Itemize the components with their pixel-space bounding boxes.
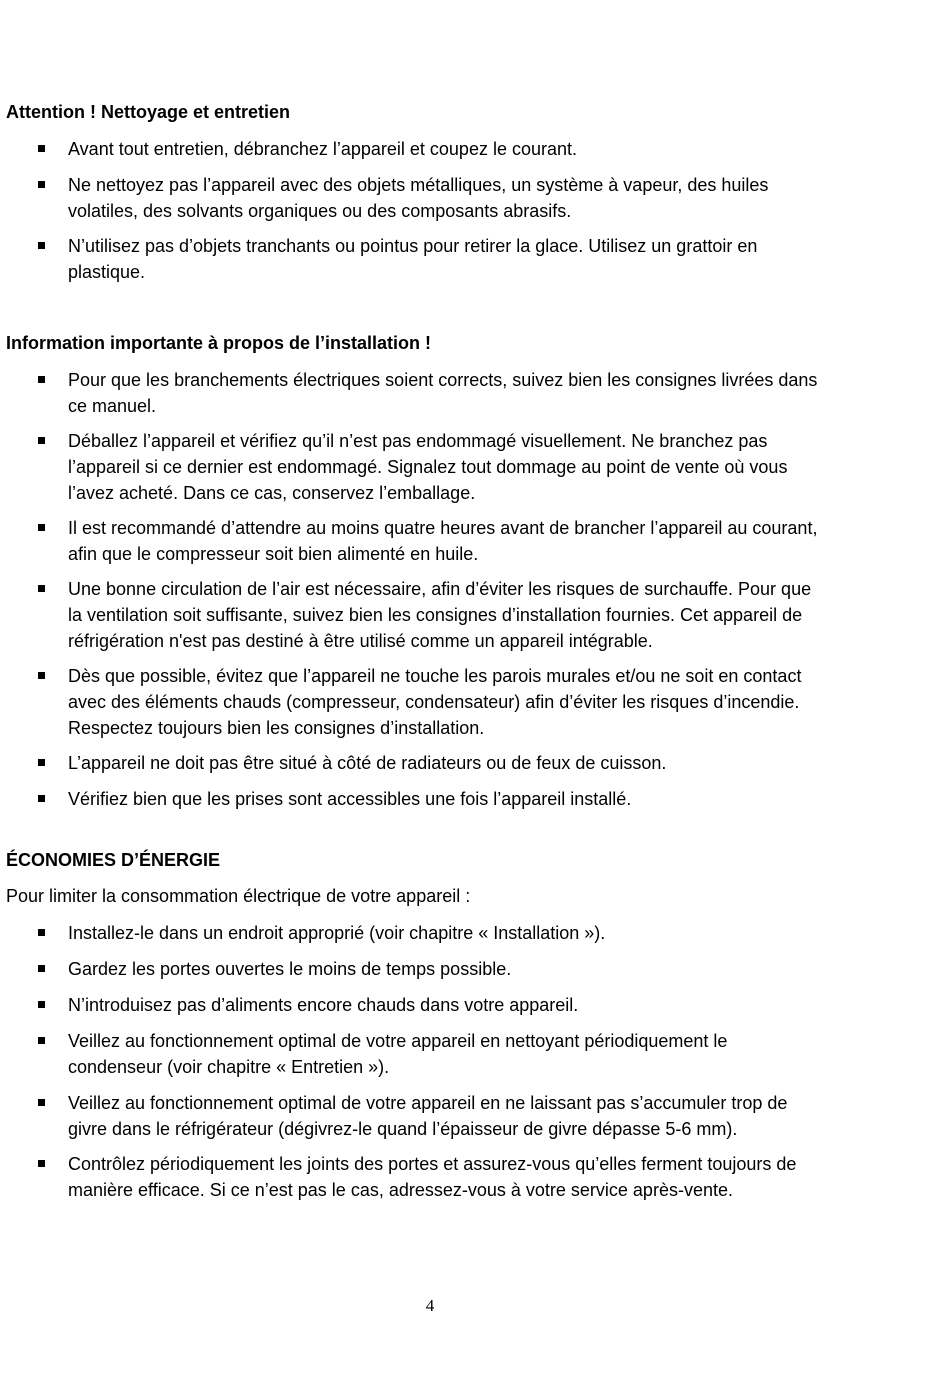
list-item-text: Déballez l’appareil et vérifiez qu’il n’est pas endommagé visuellement. Ne branchez pas l’appareil si ce dernier est endommagé. Signalez tout dommage au point de vente où vous l’avez acheté. Dans ce cas, conservez l’emballage. bbox=[68, 431, 788, 503]
list-item-text: Veillez au fonctionnement optimal de votre appareil en nettoyant périodiquement le condenseur (voir chapitre « Entretien »). bbox=[68, 1031, 728, 1077]
list-item-text: L’appareil ne doit pas être situé à côté de radiateurs ou de feux de cuisson. bbox=[68, 753, 667, 773]
section-heading-installation: Information importante à propos de l’installation ! bbox=[6, 333, 432, 353]
section-intro: Pour limiter la consommation électrique de votre appareil : bbox=[6, 886, 471, 906]
square-bullet-icon bbox=[38, 145, 45, 152]
square-bullet-icon bbox=[38, 181, 45, 188]
square-bullet-icon bbox=[38, 585, 45, 592]
list-item-text: Gardez les portes ouvertes le moins de temps possible. bbox=[68, 959, 512, 979]
square-bullet-icon bbox=[38, 1099, 45, 1106]
section-heading-cleaning: Attention ! Nettoyage et entretien bbox=[6, 102, 291, 122]
square-bullet-icon bbox=[38, 242, 45, 249]
square-bullet-icon bbox=[38, 524, 45, 531]
square-bullet-icon bbox=[38, 929, 45, 936]
list-item-text: Dès que possible, évitez que l’appareil ne touche les parois murales et/ou ne soit en contact avec des éléments chauds (compresseur, condensateur) afin d’éviter les risques d’incendie. Respectez toujours bien les consignes d’installation. bbox=[68, 666, 802, 738]
list-item-text: Ne nettoyez pas l’appareil avec des objets métalliques, un système à vapeur, des huiles volatiles, des solvants organiques ou des composants abrasifs. bbox=[68, 175, 769, 221]
square-bullet-icon bbox=[38, 1037, 45, 1044]
list-item-text: Installez-le dans un endroit approprié (voir chapitre « Installation »). bbox=[68, 923, 606, 943]
list-item-text: Veillez au fonctionnement optimal de votre appareil en ne laissant pas s’accumuler trop de givre dans le réfrigérateur (dégivrez-le quand l’épaisseur de givre dépasse 5-6 mm). bbox=[68, 1093, 788, 1139]
list-item-text: N’utilisez pas d’objets tranchants ou pointus pour retirer la glace. Utilisez un grattoir en plastique. bbox=[68, 236, 758, 282]
list-item-text: Contrôlez périodiquement les joints des portes et assurez-vous qu’elles ferment toujours de manière efficace. Si ce n’est pas le cas, adressez-vous à votre service après-vente. bbox=[68, 1154, 797, 1200]
list-item-text: N’introduisez pas d’aliments encore chauds dans votre appareil. bbox=[68, 995, 579, 1015]
page-number: 4 bbox=[425, 1296, 435, 1315]
list-item-text: Vérifiez bien que les prises sont accessibles une fois l’appareil installé. bbox=[68, 789, 632, 809]
section-heading-energy-savings: ÉCONOMIES D’ÉNERGIE bbox=[6, 850, 221, 870]
list-item-text: Une bonne circulation de l’air est nécessaire, afin d’éviter les risques de surchauffe. Pour que la ventilation soit suffisante, suivez bien les consignes d’installation fournies. Cet appareil de réfrigération n'est pas destiné à être utilisé comme un appareil intégrable. bbox=[68, 579, 812, 651]
list-item-text: Pour que les branchements électriques soient corrects, suivez bien les consignes livrées dans ce manuel. bbox=[68, 370, 818, 416]
list-item-text: Avant tout entretien, débranchez l’appareil et coupez le courant. bbox=[68, 139, 578, 159]
square-bullet-icon bbox=[38, 376, 45, 383]
list-item-text: Il est recommandé d’attendre au moins quatre heures avant de brancher l’appareil au courant, afin que le compresseur soit bien alimenté en huile. bbox=[68, 518, 818, 564]
square-bullet-icon bbox=[38, 795, 45, 802]
square-bullet-icon bbox=[38, 1001, 45, 1008]
square-bullet-icon bbox=[38, 437, 45, 444]
square-bullet-icon bbox=[38, 965, 45, 972]
square-bullet-icon bbox=[38, 759, 45, 766]
square-bullet-icon bbox=[38, 1160, 45, 1167]
square-bullet-icon bbox=[38, 672, 45, 679]
